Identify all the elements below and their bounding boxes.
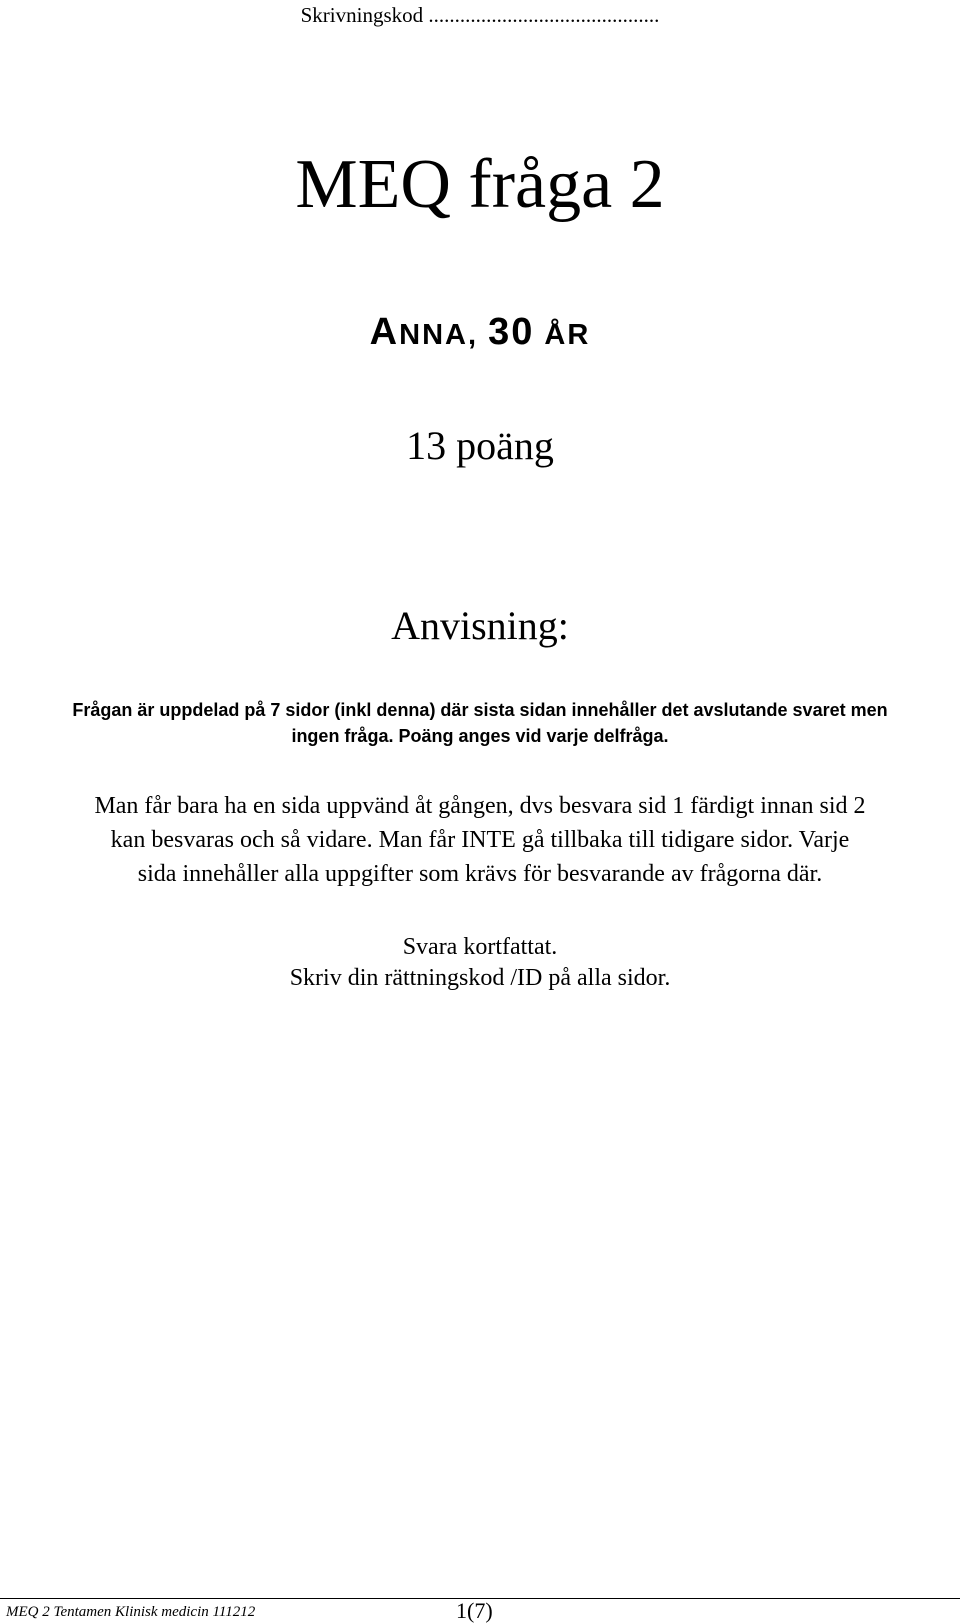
footer-exam-label: MEQ 2 Tentamen Klinisk medicin 111212 <box>6 1604 256 1620</box>
closing-line: Skriv din rättningskod /ID på alla sidor. <box>289 965 671 991</box>
instructions-bold-paragraph <box>0 697 960 749</box>
rule-line: kan besvaras och så vidare. Man får INTE gå tillbaka till tidigare sidor. Varje <box>110 827 850 853</box>
bold-line: Frågan är uppdelad på 7 sidor (inkl denna) där sista sidan innehåller det avslutande svaret men <box>72 700 888 720</box>
bold-line: ingen fråga. Poäng anges vid varje delfråga. <box>291 726 669 746</box>
rule-line: Man får bara ha en sida uppvänd åt gången, dvs besvara sid 1 färdigt innan sid 2 <box>94 793 866 819</box>
subtitle-rest-2: R <box>567 319 591 351</box>
subtitle-initial-2: Å <box>544 319 568 351</box>
page-title: MEQ fråga 2 <box>295 146 665 223</box>
points-total: 13 poäng <box>406 423 554 468</box>
subtitle-rest-1: NNA, <box>399 319 489 351</box>
writing-code-field: Skrivningskod ............................................ <box>300 3 660 27</box>
footer-page-number: 1(7) <box>456 1598 493 1623</box>
subtitle-age: 30 <box>488 311 535 353</box>
subtitle-initial-1: A <box>369 311 400 353</box>
subtitle-space <box>534 319 544 351</box>
patient-subtitle <box>0 307 960 365</box>
closing-line: Svara kortfattat. <box>402 934 558 960</box>
instructions-heading: Anvisning: <box>391 603 569 648</box>
rule-line: sida innehåller alla uppgifter som krävs för besvarande av frågorna där. <box>137 861 823 887</box>
